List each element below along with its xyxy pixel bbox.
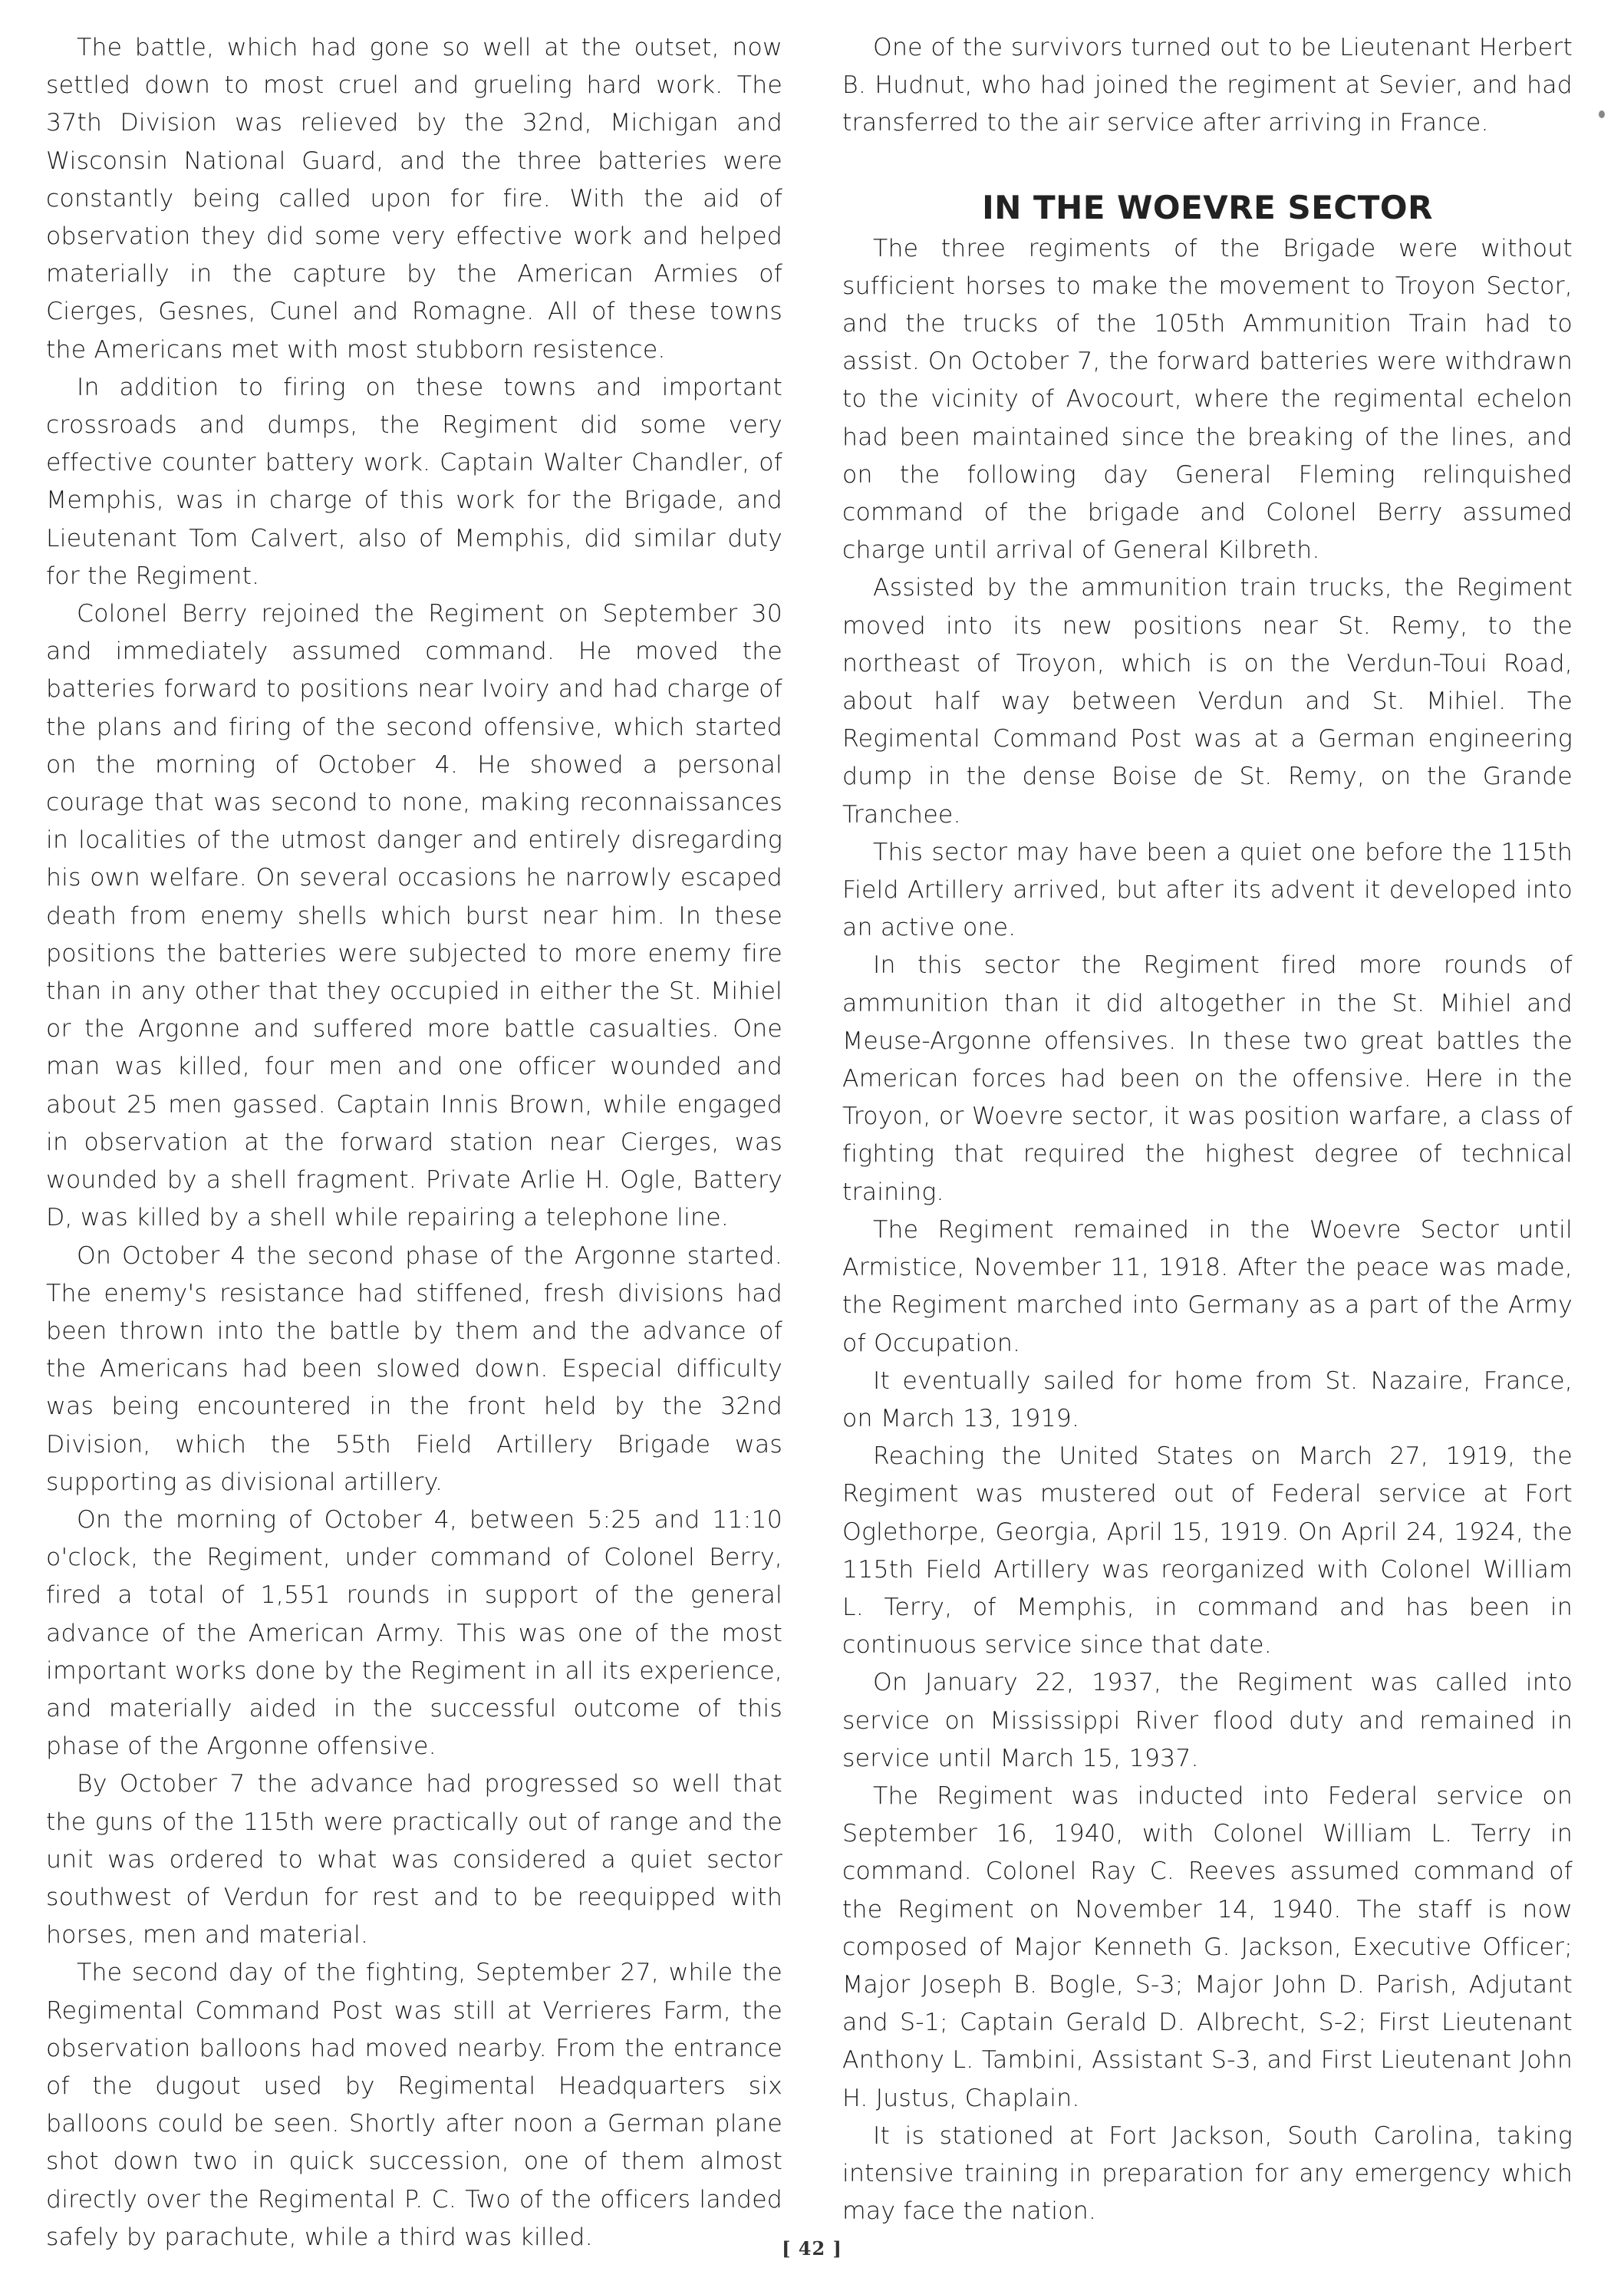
paragraph: On January 22, 1937, the Regiment was called into service on Mississippi River flood duty and remained in service until March 15, 1937. (842, 1669, 1573, 1772)
paragraph: Reaching the United States on March 27, 1919, the Regiment was mustered out of Federal service at Fort Oglethorpe, Georgia, April 15, 1919. On April 24, 1924, the 115th Field Artillery was reorganized with Colonel William L. Terry, of Memphis, in command and has been in continuous service since that date. (842, 1442, 1573, 1660)
paragraph: On the morning of October 4, between 5:25 and 11:10 o'clock, the Regiment, under command of Colonel Berry, fired a total of 1,551 rounds in support of the general advance of the American Army. This was one of the most important works done by the Regiment in all its experience, and materially aided in the successful outcome of this phase of the Argonne offensive. (46, 1505, 782, 1761)
right-column (842, 29, 1573, 2230)
left-column (46, 29, 782, 2256)
paragraph: In this sector the Regiment fired more rounds of ammunition than it did altogether in the St. Mihiel and Meuse-Argonne offensives. In these two great battles the American forces had been on the offensive. Here in the Troyon, or Woevre sector, it was position warfare, a class of fighting that required the highest degree of technical training. (842, 951, 1573, 1206)
page-number: [ 42 ] (782, 2237, 842, 2260)
section-heading: IN THE WOEVRE SECTOR (982, 188, 1433, 226)
paragraph: Colonel Berry rejoined the Regiment on September 30 and immediately assumed command. He moved the batteries forward to positions near Ivoiry and had charge of the plans and firing of the second offensive, which started on the morning of October 4. He showed a personal courage that was second to none, making reconnaissances in localities of the utmost danger and entirely disregarding his own welfare. On several occasions he narrowly escaped death from enemy shells which burst near him. In these positions the batteries were subjected to more enemy fire than in any other that they occupied in either the St. Mihiel or the Argonne and suffered more battle casualties. One man was killed, four men and one officer wounded and about 25 men gassed. Captain Innis Brown, while engaged in observation at the forward station near Cierges, was wounded by a shell fragment. Private Arlie H. Ogle, Battery D, was killed by a shell while repairing a telephone line. (46, 600, 782, 1232)
paragraph: The Regiment remained in the Woevre Sector until Armistice, November 11, 1918. After the peace was made, the Regiment marched into Germany as a part of the Army of Occupation. (842, 1215, 1573, 1357)
paragraph: The battle, which had gone so well at the outset, now settled down to most cruel and grueling hard work. The 37th Division was relieved by the 32nd, Michigan and Wisconsin National Guard, and the three batteries were constantly being called upon for fire. With the aid of observation they did some very effective work and helped materially in the capture by the American Armies of Cierges, Gesnes, Cunel and Romagne. All of these towns the Americans met with most stubborn resistence. (46, 34, 782, 364)
paragraph: The Regiment was inducted into Federal service on September 16, 1940, with Colonel William L. Terry in command. Colonel Ray C. Reeves assumed command of the Regiment on November 14, 1940. The staff is now composed of Major Kenneth G. Jackson, Executive Officer; Major Joseph B. Bogle, S-3; Major John D. Parish, Adjutant and S-1; Captain Gerald D. Albrecht, S-2; First Lieutenant Anthony L. Tambini, Assistant S-3, and First Lieutenant John H. Justus, Chaplain. (842, 1782, 1573, 2112)
paragraph: The second day of the fighting, September 27, while the Regimental Command Post was still at Verrieres Farm, the observation balloons had moved nearby. From the entrance of the dugout used by Regimental Headquarters six balloons could be seen. Shortly after noon a German plane shot down two in quick succession, one of them almost directly over the Regimental P. C. Two of the officers landed safely by parachute, while a third was killed. (46, 1959, 782, 2251)
print-speck (1599, 110, 1605, 118)
paragraph: Assisted by the ammunition train trucks, the Regiment moved into its new positions near St. Remy, to the northeast of Troyon, which is on the Verdun-Toui Road, about half way between Verdun and St. Mihiel. The Regimental Command Post was at a German engineering dump in the dense Boise de St. Remy, on the Grande Tranchee. (842, 574, 1573, 829)
paragraph: The three regiments of the Brigade were without sufficient horses to make the movement to Troyon Sector, and the trucks of the 105th Ammunition Train had to assist. On October 7, the forward batteries were withdrawn to the vicinity of Avocourt, where the regimental echelon had been maintained since the breaking of the lines, and on the following day General Fleming relinquished command of the brigade and Colonel Berry assumed charge until arrival of General Kilbreth. (842, 234, 1573, 565)
paragraph: It is stationed at Fort Jackson, South Carolina, taking intensive training in preparation for any emergency which may face the nation. (842, 2121, 1573, 2226)
paragraph: This sector may have been a quiet one before the 115th Field Artillery arrived, but after its advent it developed into an active one. (842, 838, 1573, 942)
paragraph: One of the survivors turned out to be Lieutenant Herbert B. Hudnut, who had joined the regiment at Sevier, and had transferred to the air service after arriving in France. (842, 34, 1573, 137)
paragraph: By October 7 the advance had progressed so well that the guns of the 115th were practically out of range and the unit was ordered to what was considered a quiet sector southwest of Verdun for rest and to be reequipped with horses, men and material. (46, 1770, 782, 1950)
paragraph: On October 4 the second phase of the Argonne started. The enemy's resistance had stiffened, fresh divisions had been thrown into the battle by them and the advance of the Americans had been slowed down. Especial difficulty was being encountered in the front held by the 32nd Division, which the 55th Field Artillery Brigade was supporting as divisional artillery. (46, 1241, 782, 1496)
paragraph: In addition to firing on these towns and important crossroads and dumps, the Regiment did some very effective counter battery work. Captain Walter Chandler, of Memphis, was in charge of this work for the Brigade, and Lieutenant Tom Calvert, also of Memphis, did similar duty for the Regiment. (46, 373, 782, 590)
paragraph: It eventually sailed for home from St. Nazaire, France, on March 13, 1919. (842, 1366, 1573, 1432)
